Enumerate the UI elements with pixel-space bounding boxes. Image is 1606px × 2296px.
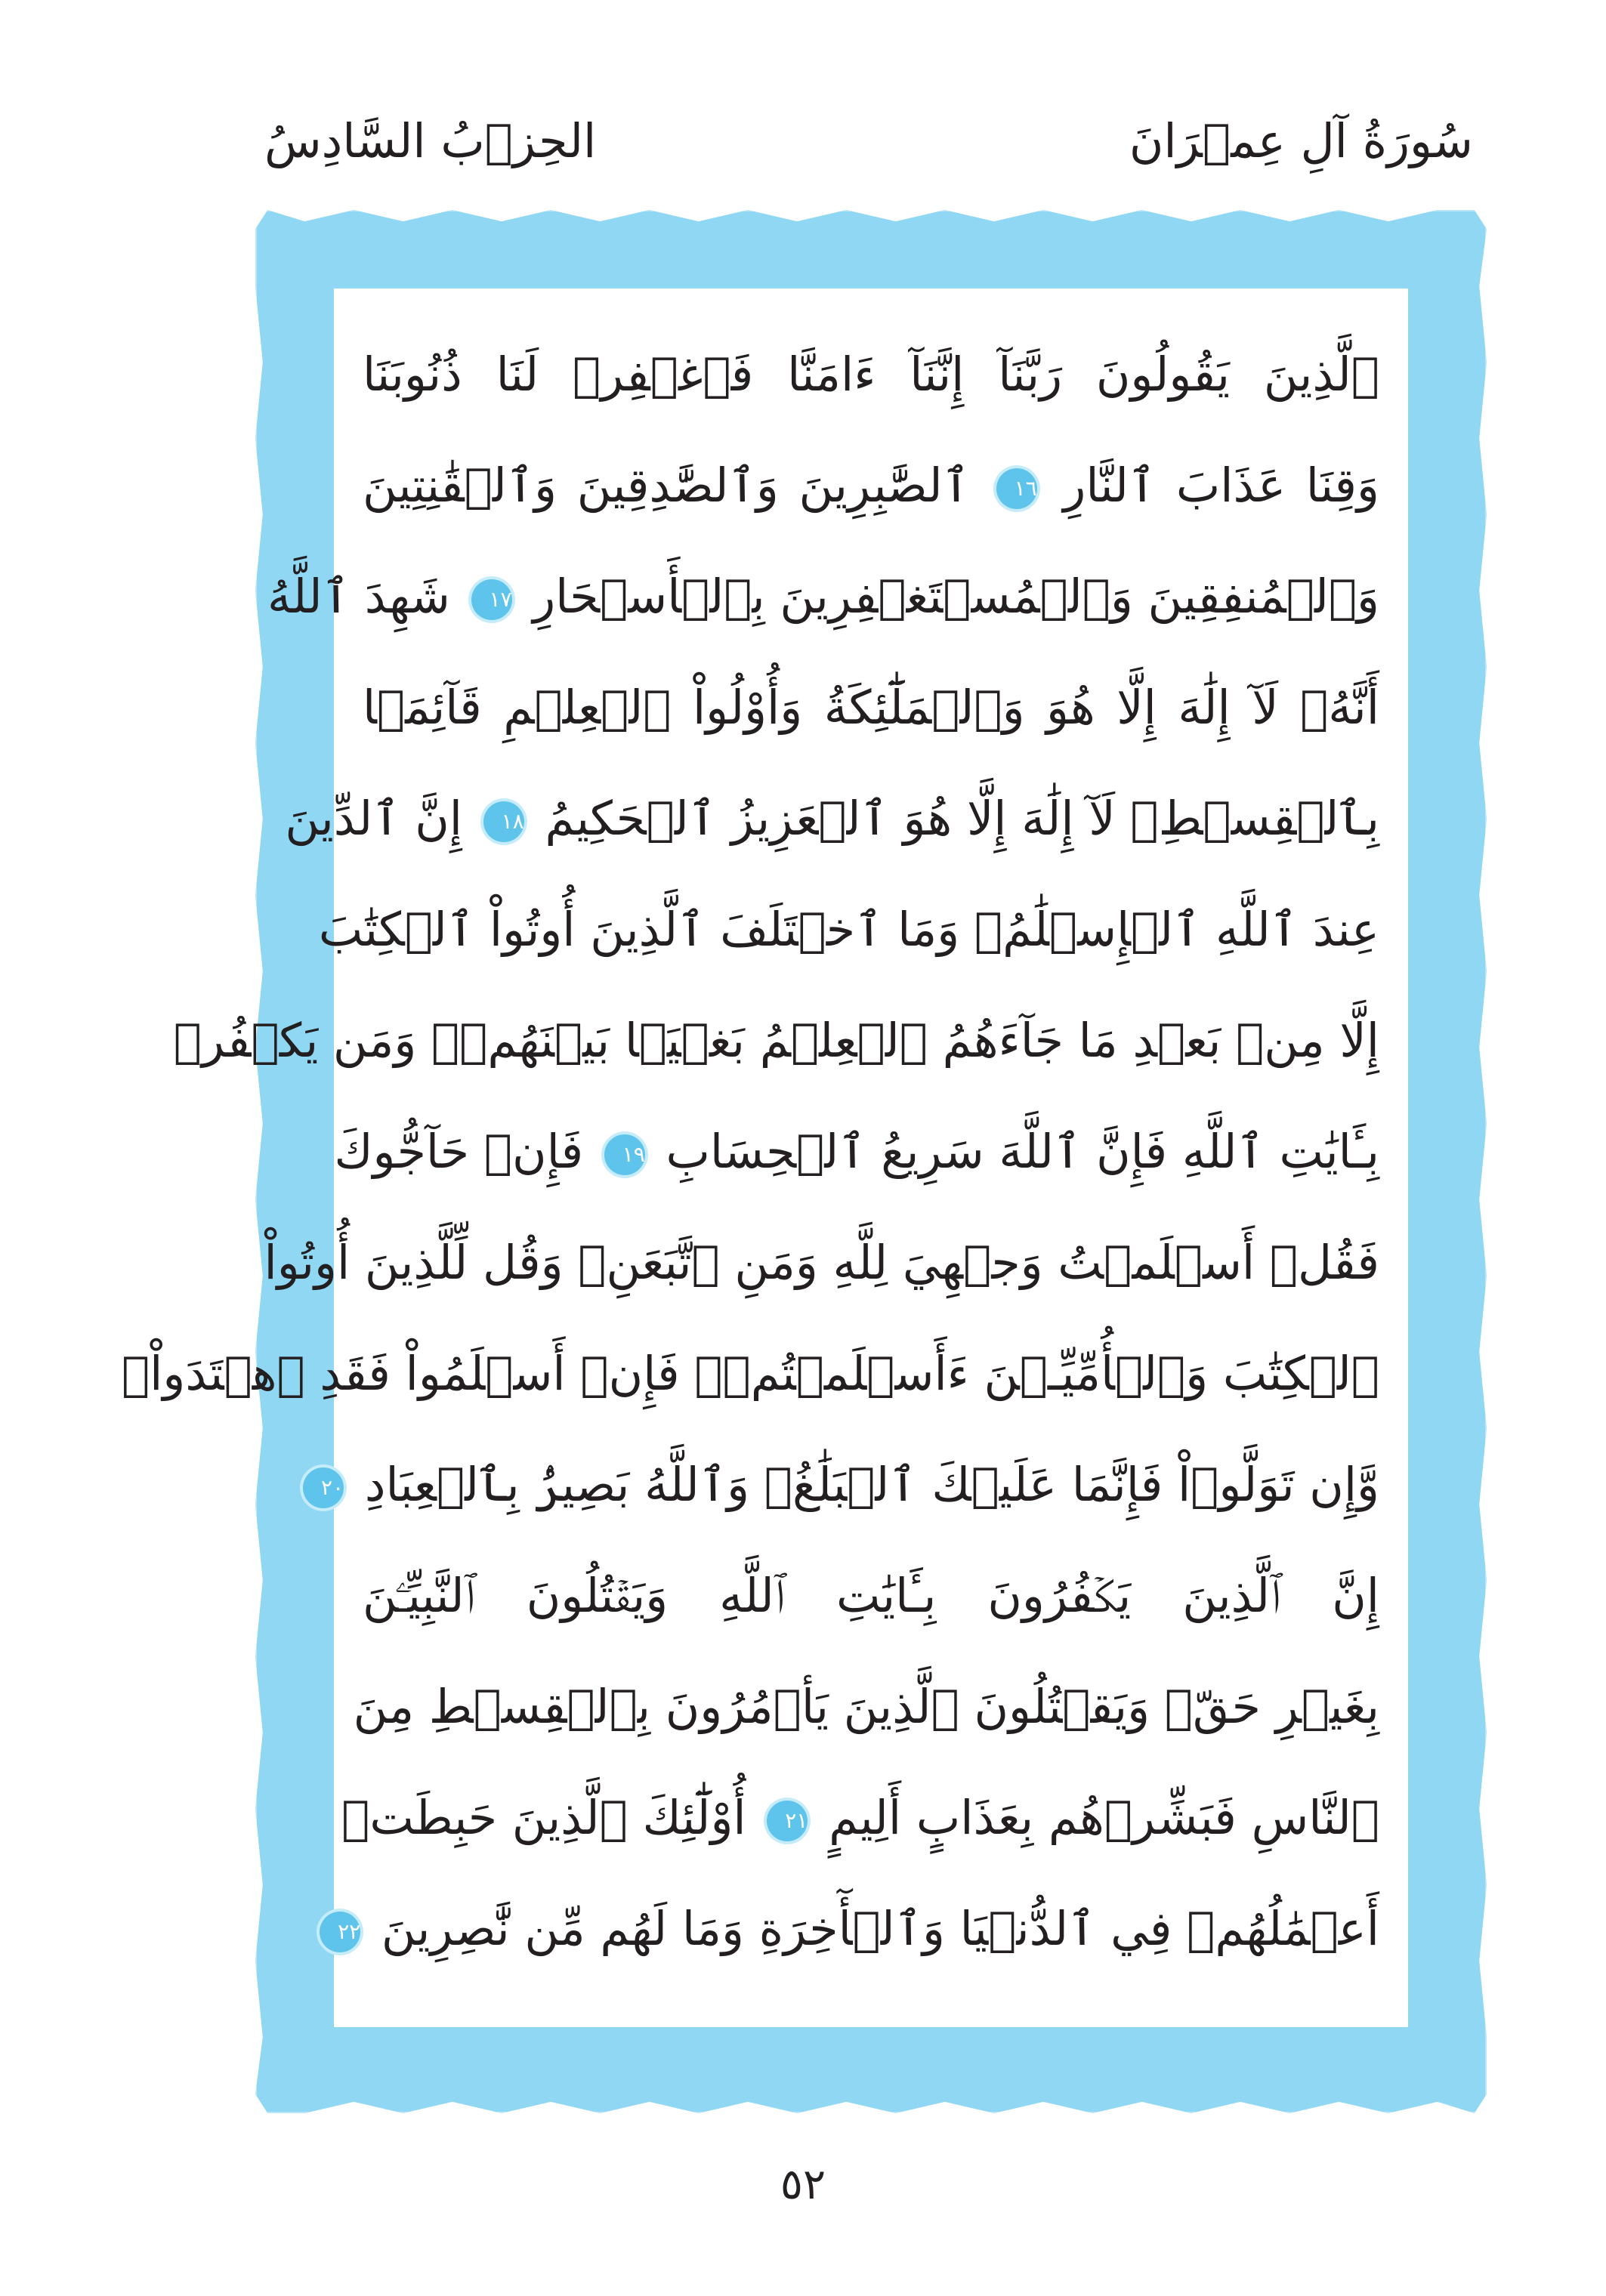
ayah-marker: ٢١ xyxy=(767,1801,808,1841)
text-panel xyxy=(121,289,1408,2027)
verse-line-6 xyxy=(318,874,1379,985)
verse-line-8 xyxy=(334,1096,1379,1207)
verse-line-10 xyxy=(121,1318,1379,1429)
verse-text: وَٱلۡمُنفِقِينَ وَٱلۡمُسۡتَغۡفِرِينَ بِٱلۡأَسۡحَارِ xyxy=(533,569,1379,624)
verse-line-11 xyxy=(321,1429,1379,1540)
verse-line-9 xyxy=(264,1207,1379,1318)
hizb-title: الحِزۡبُ السَّادِسُ xyxy=(264,113,597,168)
verse-line-13 xyxy=(353,1651,1379,1762)
verse-text: إِلَّا مِنۢ بَعۡدِ مَا جَآءَهُمُ ٱلۡعِلۡمُ بَغۡيَۢا بَيۡنَهُمۡۗ وَمَن يَكۡفُرۡ xyxy=(173,1013,1379,1068)
verse-line-1 xyxy=(363,319,1379,430)
verse-text: ٱلۡكِتَٰبَ وَٱلۡأُمِّيِّـۧنَ ءَأَسۡلَمۡتُمۡۚ فَإِنۡ أَسۡلَمُواْ فَقَدِ ٱهۡتَدَواْۖ xyxy=(121,1346,1379,1401)
verse-text: ٱلَّذِينَ يَقُولُونَ رَبَّنَآ إِنَّنَآ ءَامَنَّا فَٱغۡفِرۡ لَنَا ذُنُوبَنَا xyxy=(363,347,1379,402)
verse-line-4 xyxy=(363,652,1379,763)
verse-line-15 xyxy=(338,1873,1379,1984)
verse-text: أَنَّهُۥ لَآ إِلَٰهَ إِلَّا هُوَ وَٱلۡمَلَٰٓئِكَةُ وَأُوْلُواْ ٱلۡعِلۡمِ قَآئِمَۢا xyxy=(363,680,1379,735)
verse-line-7 xyxy=(173,985,1379,1096)
page-header xyxy=(264,91,1473,189)
verse-text: ٱلصَّٰبِرِينَ وَٱلصَّٰدِقِينَ وَٱلۡقَٰنِتِينَ xyxy=(363,458,970,513)
verse-text: إِنَّ ٱلَّذِينَ يَكۡفُرُونَ بِـَٔايَٰتِ ٱللَّهِ وَيَقۡتُلُونَ ٱلنَّبِيِّـۧنَ xyxy=(363,1568,1379,1623)
verse-text: وَّإِن تَوَلَّوۡاْ فَإِنَّمَا عَلَيۡكَ ٱلۡبَلَٰغُۗ وَٱللَّهُ بَصِيرُۢ بِٱلۡعِبَادِ xyxy=(364,1457,1379,1512)
verse-text: إِنَّ ٱلدِّينَ xyxy=(285,791,462,846)
verse-text: بِٱلۡقِسۡطِۚ لَآ إِلَٰهَ إِلَّا هُوَ ٱلۡعَزِيزُ ٱلۡحَكِيمُ xyxy=(545,791,1379,846)
verse-text: أَعۡمَٰلُهُمۡ فِي ٱلدُّنۡيَا وَٱلۡأٓخِرَةِ وَمَا لَهُم مِّن نَّٰصِرِينَ xyxy=(381,1901,1379,1956)
ayah-marker: ١٩ xyxy=(604,1134,645,1175)
verse-text: أُوْلَٰٓئِكَ ٱلَّذِينَ حَبِطَتۡ xyxy=(341,1790,746,1845)
ayah-marker: ٢٢ xyxy=(320,1912,360,1952)
verse-line-2 xyxy=(363,430,1379,541)
surah-title: سُورَةُ آلِ عِمۡرَانَ xyxy=(1129,113,1473,168)
page-number: ٥٢ xyxy=(780,2160,826,2209)
ayah-marker: ٢٠ xyxy=(303,1467,344,1508)
ayah-marker: ١٧ xyxy=(471,579,512,620)
verse-text: عِندَ ٱللَّهِ ٱلۡإِسۡلَٰمُۗ وَمَا ٱخۡتَلَفَ ٱلَّذِينَ أُوتُواْ ٱلۡكِتَٰبَ xyxy=(318,902,1379,957)
verse-text: فَقُلۡ أَسۡلَمۡتُ وَجۡهِيَ لِلَّهِ وَمَنِ ٱتَّبَعَنِۗ وَقُل لِّلَّذِينَ أُوتُواْ xyxy=(264,1235,1379,1290)
verse-line-5 xyxy=(285,763,1379,874)
verse-line-3 xyxy=(267,541,1379,652)
verse-text: ٱلنَّاسِ فَبَشِّرۡهُم بِعَذَابٍ أَلِيمٍ xyxy=(829,1790,1379,1845)
verse-text: شَهِدَ ٱللَّهُ xyxy=(267,569,450,624)
verse-text: بِغَيۡرِ حَقّٖ وَيَقۡتُلُونَ ٱلَّذِينَ يَأۡمُرُونَ بِٱلۡقِسۡطِ مِنَ xyxy=(353,1679,1379,1734)
ayah-marker: ١٦ xyxy=(996,468,1037,509)
verse-text: وَقِنَا عَذَابَ ٱلنَّارِ xyxy=(1063,458,1379,513)
verse-line-12 xyxy=(363,1540,1379,1651)
ayah-marker: ١٨ xyxy=(483,801,524,842)
verse-text: فَإِنۡ حَآجُّوكَ xyxy=(334,1124,584,1179)
verse-text: بِـَٔايَٰتِ ٱللَّهِ فَإِنَّ ٱللَّهَ سَرِيعُ ٱلۡحِسَابِ xyxy=(666,1124,1379,1179)
verse-line-14 xyxy=(341,1762,1379,1873)
